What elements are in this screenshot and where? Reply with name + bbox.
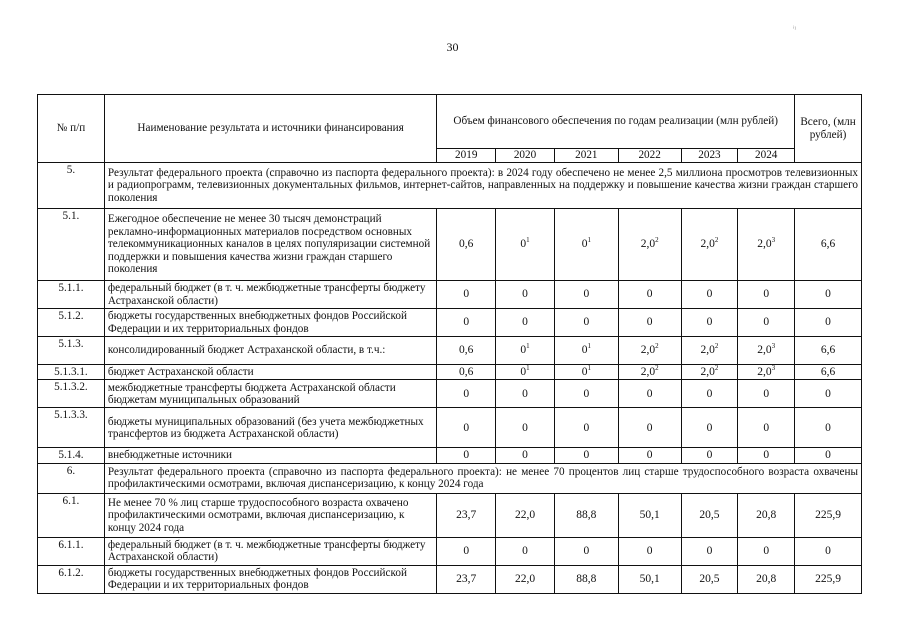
header-year: 2024 [738,149,795,163]
value-text: 20,8 [756,509,777,522]
year-value [618,209,681,281]
result-text: Результат федерального проекта (справочно из паспорта федерального проекта): не менее 70 процентов лиц старше трудоспособного возраста охвачены профилактическими осмотрами, включая диспансеризацию, к концу 2024 года [104,463,861,493]
value-text: 0,6 [459,366,474,378]
value-text: 50,1 [639,509,660,522]
value-text: 2,0 [700,344,715,357]
value-text: 0,6 [459,238,474,251]
row-name: межбюджетные трансферты бюджета Астраханской области бюджетам муниципальных образований [104,380,436,408]
value-text: 0 [520,238,527,251]
value-text: 0 [646,421,653,434]
year-value [437,448,496,463]
row-name: Ежегодное обеспечение не менее 30 тысяч демонстраций рекламно-информационных материалов посредством основных телекоммуникационных каналов в целях популяризации системной поддержки и повышения качества жизни граждан старшего поколения [104,209,436,281]
value-text: 0 [706,449,713,462]
row-number: 6.1.1. [38,537,105,565]
value-text: 2,0 [757,366,772,378]
value-text: 22,0 [514,509,536,522]
row-number: 6. [38,463,105,493]
year-value [437,408,496,448]
year-value [681,337,738,365]
value-text: 2,0 [757,238,772,251]
row-total: 0 [795,281,862,309]
value-text: 0 [646,449,653,462]
year-value [496,448,555,463]
footnote-mark: 2 [655,364,659,373]
year-value [738,365,795,380]
value-text: 0 [763,449,770,462]
year-value [738,380,795,408]
value-text: 0 [463,545,470,558]
year-value [738,448,795,463]
year-value [618,281,681,309]
row-total: 6,6 [795,337,862,365]
value-text: 2,0 [700,238,715,251]
row-total: 0 [795,537,862,565]
row-number: 5.1.3.3. [38,408,105,448]
row-total: 225,9 [795,493,862,537]
row-name: консолидированный бюджет Астраханской области, в т.ч.: [104,337,436,365]
row-name: бюджет Астраханской области [104,365,436,380]
year-value [738,281,795,309]
value-text: 23,7 [456,509,477,522]
value-text: 2,0 [640,366,656,378]
row-number: 5.1.2. [38,309,105,337]
row-number: 5.1.3.1. [38,365,105,380]
year-value [496,365,555,380]
row-name: бюджеты муниципальных образований (без учета межбюджетных трансфертов из бюджета Астраханской области) [104,408,436,448]
header-year: 2023 [681,149,738,163]
value-text: 0 [583,545,590,558]
footnote-mark: 1 [587,236,591,245]
footnote-mark: 1 [526,236,530,245]
year-value [437,380,496,408]
year-value [618,408,681,448]
year-value [554,565,618,593]
year-value [738,209,795,281]
value-text: 0 [583,421,590,434]
row-name: внебюджетные источники [104,448,436,463]
year-value [496,380,555,408]
header-funding: Объем финансового обеспечения по годам реализации (млн рублей) [437,95,795,149]
row-total: 225,9 [795,565,862,593]
table-row [38,565,862,593]
year-value [681,537,738,565]
value-text: 0 [522,316,528,329]
table-body [38,163,862,594]
value-text: 0 [706,387,713,400]
row-total: 0 [795,448,862,463]
year-value [618,309,681,337]
table-header [38,95,862,163]
value-text: 0 [583,316,590,329]
year-value [496,408,555,448]
row-number: 5.1.4. [38,448,105,463]
year-value [681,209,738,281]
year-value [681,365,738,380]
row-name: бюджеты государственных внебюджетных фондов Российской Федерации и их территориальных фондов [104,309,436,337]
value-text: 0 [583,387,590,400]
scan-mark: ᵢ₁ [793,22,797,30]
year-value [437,209,496,281]
row-name: Не менее 70 % лиц старше трудоспособного возраста охвачено профилактическими осмотрами, включая диспансеризацию, к концу 2024 года [104,493,436,537]
table-row [38,337,862,365]
value-text: 22,0 [514,573,536,586]
value-text: 2,0 [700,366,715,378]
year-value [437,281,496,309]
table-row [38,209,862,281]
year-value [618,448,681,463]
value-text: 23,7 [456,573,477,586]
year-value [681,448,738,463]
year-value [554,365,618,380]
table-row [38,365,862,380]
year-value [618,380,681,408]
year-value [618,537,681,565]
header-name: Наименование результата и источники финансирования [104,95,436,163]
value-text: 0 [581,238,588,251]
result-row [38,463,862,493]
value-text: 0 [463,387,470,400]
footnote-mark: 3 [771,342,776,351]
value-text: 2,0 [757,344,772,357]
year-value [554,537,618,565]
value-text: 0 [583,449,590,462]
row-number: 5.1.3.2. [38,380,105,408]
value-text: 0 [522,545,528,558]
value-text: 0 [463,316,470,329]
year-value [738,309,795,337]
row-number: 5.1. [38,209,105,281]
value-text: 0 [522,421,528,434]
result-text: Результат федерального проекта (справочно из паспорта федерального проекта): в 2024 году обеспечено не менее 2,5 миллиона просмотров телевизионных и радиопрограмм, телевизионных документальных фильмов, интернет-сайтов, направленных на поддержку и повышение качества жизни граждан старшего поколения [104,163,861,209]
value-text: 0 [522,449,528,462]
page-number: 30 [446,40,459,54]
value-text: 0 [763,288,770,301]
footnote-mark: 1 [526,342,530,351]
header-num: № п/п [38,95,105,163]
value-text: 0 [706,545,713,558]
year-value [437,537,496,565]
year-value [437,493,496,537]
year-value [554,209,618,281]
year-value [681,281,738,309]
value-text: 0 [522,387,528,400]
value-text: 0 [706,316,713,329]
row-number: 5.1.3. [38,337,105,365]
year-value [681,565,738,593]
year-value [554,337,618,365]
value-text: 0 [522,288,528,301]
table-row [38,493,862,537]
year-value [681,408,738,448]
value-text: 0 [520,366,527,378]
year-value [554,380,618,408]
value-text: 0 [763,387,770,400]
row-total: 0 [795,408,862,448]
footnote-mark: 2 [714,364,719,373]
value-text: 20,5 [699,573,720,586]
footnote-mark: 3 [771,236,776,245]
row-total: 6,6 [795,365,862,380]
header-year: 2021 [554,149,618,163]
value-text: 0 [463,449,470,462]
row-name: федеральный бюджет (в т. ч. межбюджетные трансферты бюджету Астраханской области) [104,537,436,565]
year-value [496,309,555,337]
year-value [437,337,496,365]
row-number: 5. [38,163,105,209]
value-text: 0 [463,288,470,301]
year-value [681,380,738,408]
year-value [496,337,555,365]
value-text: 2,0 [640,344,656,357]
value-text: 0 [706,288,713,301]
value-text: 88,8 [576,573,597,586]
year-value [681,493,738,537]
footnote-mark: 1 [526,364,530,373]
result-row [38,163,862,209]
header-year: 2022 [618,149,681,163]
row-number: 6.1. [38,493,105,537]
year-value [738,493,795,537]
value-text: 0 [646,316,653,329]
year-value [437,565,496,593]
year-value [738,565,795,593]
value-text: 0 [763,316,770,329]
row-total: 6,6 [795,209,862,281]
value-text: 0,6 [459,344,474,357]
value-text: 0 [646,387,653,400]
year-value [496,281,555,309]
header-year: 2019 [437,149,496,163]
footnote-mark: 2 [655,342,659,351]
value-text: 0 [646,288,653,301]
year-value [496,209,555,281]
year-value [681,309,738,337]
year-value [738,537,795,565]
value-text: 0 [763,421,770,434]
value-text: 0 [520,344,527,357]
table-row [38,380,862,408]
year-value [496,493,555,537]
value-text: 88,8 [576,509,597,522]
year-value [437,365,496,380]
value-text: 0 [706,421,713,434]
footnote-mark: 2 [714,236,719,245]
financing-table [37,94,862,594]
footnote-mark: 3 [771,364,776,373]
year-value [554,281,618,309]
table-row [38,448,862,463]
year-value [554,408,618,448]
year-value [618,493,681,537]
year-value [496,537,555,565]
value-text: 0 [763,545,770,558]
table-row [38,309,862,337]
footnote-mark: 2 [714,342,719,351]
value-text: 20,5 [699,509,720,522]
year-value [496,565,555,593]
value-text: 0 [581,344,588,357]
year-value [738,408,795,448]
value-text: 0 [646,545,653,558]
year-value [738,337,795,365]
row-total: 0 [795,309,862,337]
year-value [618,337,681,365]
value-text: 0 [581,366,588,378]
footnote-mark: 2 [655,236,659,245]
year-value [618,565,681,593]
table-row [38,281,862,309]
row-number: 6.1.2. [38,565,105,593]
year-value [554,448,618,463]
value-text: 20,8 [756,573,777,586]
row-number: 5.1.1. [38,281,105,309]
year-value [437,309,496,337]
value-text: 50,1 [639,573,660,586]
year-value [554,493,618,537]
table-row [38,537,862,565]
header-total: Всего, (млн рублей) [795,95,862,163]
value-text: 0 [463,421,470,434]
row-name: федеральный бюджет (в т. ч. межбюджетные трансферты бюджету Астраханской области) [104,281,436,309]
row-total: 0 [795,380,862,408]
header-year: 2020 [496,149,555,163]
year-value [618,365,681,380]
footnote-mark: 1 [587,342,591,351]
year-value [554,309,618,337]
table-row [38,408,862,448]
value-text: 0 [583,288,590,301]
value-text: 2,0 [640,238,656,251]
row-name: бюджеты государственных внебюджетных фондов Российской Федерации и их территориальных фондов [104,565,436,593]
footnote-mark: 1 [587,364,591,373]
